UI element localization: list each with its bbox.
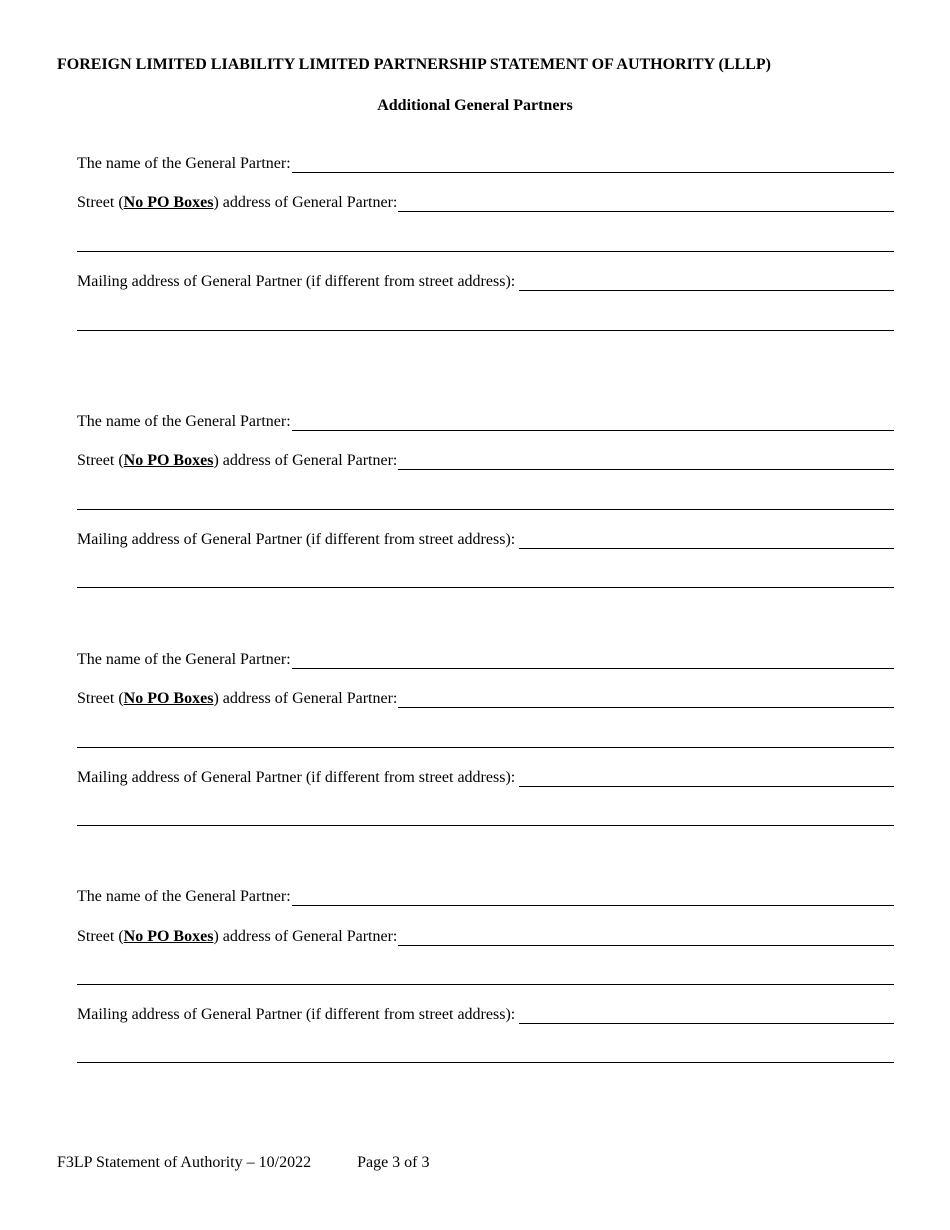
- page-number: Page 3 of 3: [357, 1154, 430, 1171]
- partner-name-label: The name of the General Partner:: [77, 651, 291, 668]
- partner-mailing-label: Mailing address of General Partner (if different from street address):: [77, 273, 516, 290]
- partner-mailing-row: [77, 531, 894, 549]
- form-title: FOREIGN LIMITED LIABILITY LIMITED PARTNERSHIP STATEMENT OF AUTHORITY (LLLP): [57, 56, 771, 73]
- partner-street-row: [77, 452, 894, 470]
- partner-street-label: Street (No PO Boxes) address of General Partner:: [77, 452, 398, 469]
- general-partner-block: [77, 888, 894, 1088]
- partner-mailing-line-2[interactable]: [77, 825, 894, 826]
- partner-street-field[interactable]: [398, 690, 894, 708]
- partner-street-label: Street (No PO Boxes) address of General Partner:: [77, 928, 398, 945]
- partner-street-label: Street (No PO Boxes) address of General Partner:: [77, 194, 398, 211]
- partner-name-label: The name of the General Partner:: [77, 888, 291, 905]
- partner-street-line-2[interactable]: [77, 509, 894, 510]
- general-partner-block: [77, 651, 894, 851]
- section-subtitle: Additional General Partners: [377, 97, 573, 114]
- partner-name-label: The name of the General Partner:: [77, 155, 291, 172]
- partner-name-row: [77, 888, 894, 906]
- partner-mailing-label: Mailing address of General Partner (if different from street address):: [77, 769, 516, 786]
- partner-name-row: [77, 651, 894, 669]
- page-footer: [57, 1154, 430, 1172]
- partner-street-line-2[interactable]: [77, 984, 894, 985]
- partner-mailing-line-2[interactable]: [77, 587, 894, 588]
- partner-street-row: [77, 928, 894, 946]
- partner-street-line-2[interactable]: [77, 251, 894, 252]
- partner-mailing-field[interactable]: [519, 531, 894, 549]
- partner-street-field[interactable]: [398, 928, 894, 946]
- partner-name-row: [77, 155, 894, 173]
- partner-mailing-row: [77, 273, 894, 291]
- partner-mailing-line-2[interactable]: [77, 330, 894, 331]
- partner-street-row: [77, 690, 894, 708]
- partner-mailing-field[interactable]: [519, 273, 894, 291]
- partner-name-label: The name of the General Partner:: [77, 413, 291, 430]
- partner-name-field[interactable]: [292, 413, 894, 431]
- general-partner-block: [77, 413, 894, 613]
- partner-street-row: [77, 194, 894, 212]
- partner-street-field[interactable]: [398, 194, 894, 212]
- partner-street-line-2[interactable]: [77, 747, 894, 748]
- partner-mailing-line-2[interactable]: [77, 1062, 894, 1063]
- general-partner-block: [77, 155, 894, 355]
- partner-mailing-row: [77, 1006, 894, 1024]
- partner-mailing-label: Mailing address of General Partner (if different from street address):: [77, 531, 516, 548]
- partner-name-field[interactable]: [292, 155, 894, 173]
- partner-mailing-field[interactable]: [519, 769, 894, 787]
- partner-mailing-label: Mailing address of General Partner (if different from street address):: [77, 1006, 516, 1023]
- partner-mailing-field[interactable]: [519, 1006, 894, 1024]
- partner-name-field[interactable]: [292, 651, 894, 669]
- partner-street-field[interactable]: [398, 452, 894, 470]
- partner-name-field[interactable]: [292, 888, 894, 906]
- partner-mailing-row: [77, 769, 894, 787]
- partner-name-row: [77, 413, 894, 431]
- form-id: F3LP Statement of Authority – 10/2022: [57, 1154, 312, 1171]
- partner-street-label: Street (No PO Boxes) address of General Partner:: [77, 690, 398, 707]
